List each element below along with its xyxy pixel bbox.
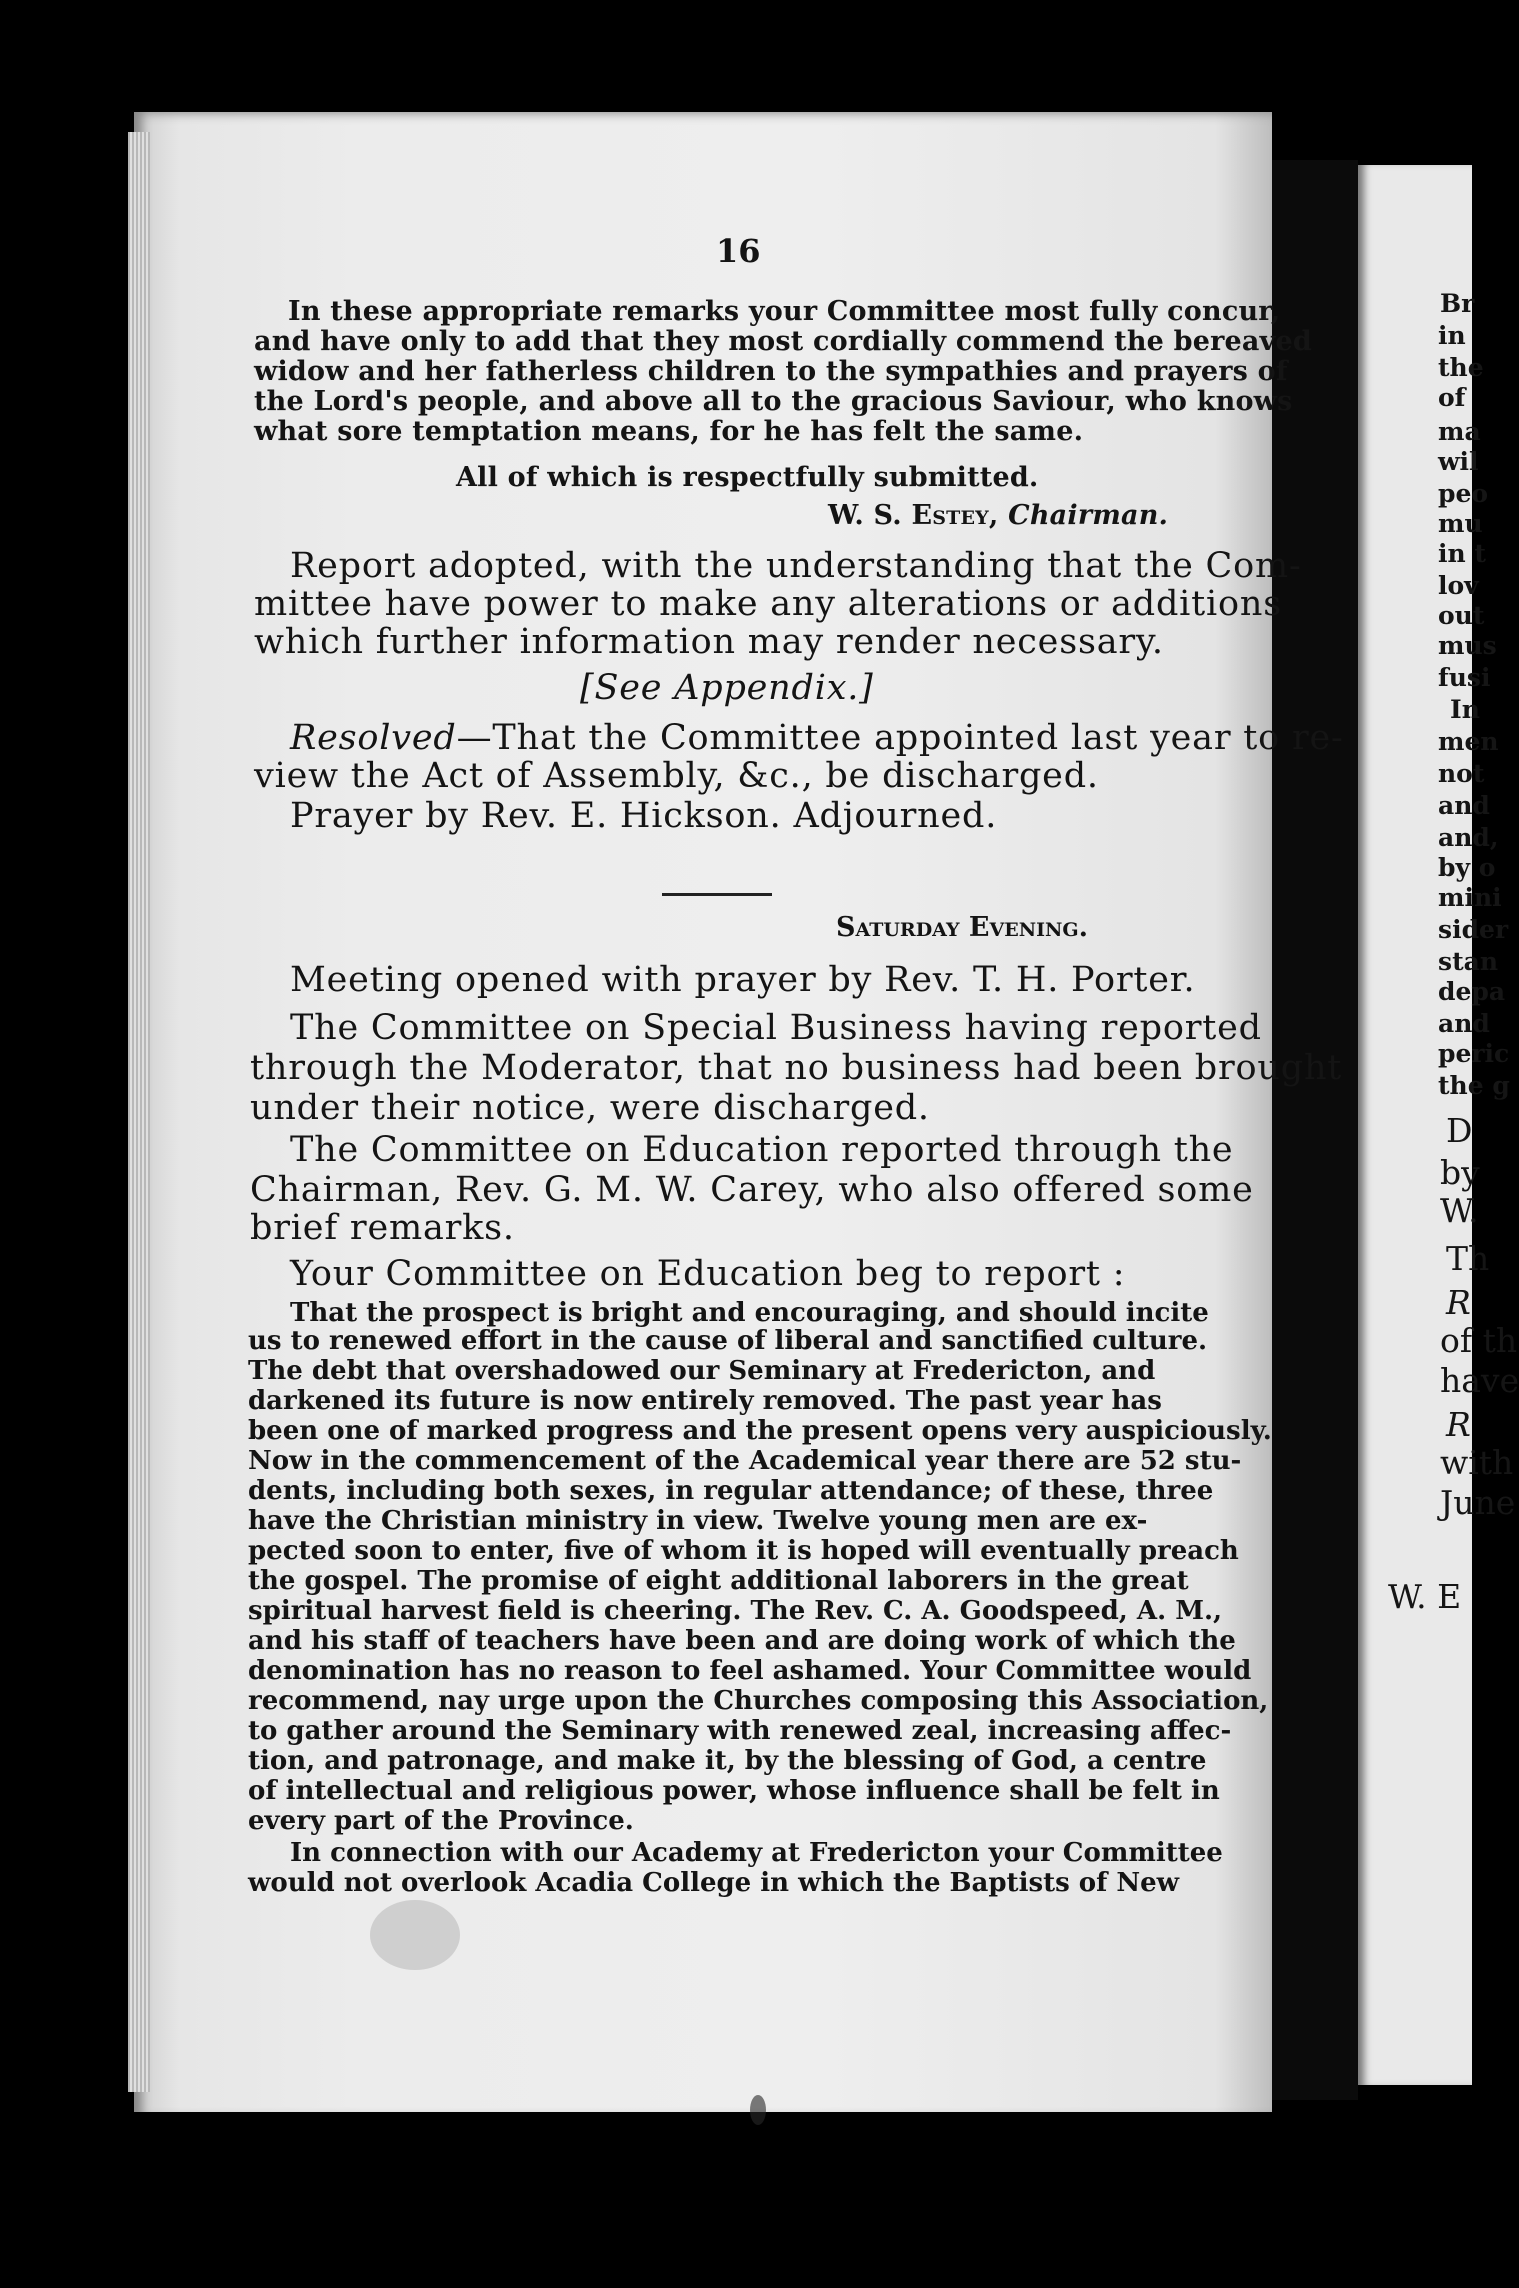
- facing-fragment: fusi: [1438, 663, 1491, 692]
- facing-fragment: sider: [1438, 915, 1509, 944]
- report-body-line: to gather around the Seminary with renewed zeal, increasing affec-: [248, 1716, 1232, 1746]
- report-body-line: spiritual harvest field is cheering. The Rev. C. A. Goodspeed, A. M.,: [248, 1596, 1223, 1626]
- facing-fragment: and: [1438, 791, 1490, 820]
- facing-fragment: lov: [1438, 571, 1479, 600]
- report-body-line: us to renewed effort in the cause of liberal and sanctified culture.: [248, 1326, 1208, 1356]
- report-body-line: of intellectual and religious power, whose influence shall be felt in: [248, 1776, 1220, 1806]
- facing-fragment: by: [1440, 1153, 1480, 1192]
- signature-title: Chairman.: [1008, 500, 1169, 531]
- facing-fragment: In: [1450, 695, 1480, 724]
- report-body-line: That the prospect is bright and encouraging, and should incite: [290, 1298, 1209, 1328]
- evening-line: Meeting opened with prayer by Rev. T. H. Porter.: [290, 960, 1196, 1000]
- facing-fragment: with: [1440, 1443, 1514, 1482]
- evening-line: brief remarks.: [250, 1208, 515, 1248]
- facing-fragment: out: [1438, 601, 1485, 630]
- evening-line: The Committee on Education reported through the: [290, 1130, 1234, 1170]
- resolved-line: view the Act of Assembly, &c., be discharged.: [254, 756, 1099, 796]
- facing-fragment: peric: [1438, 1039, 1510, 1068]
- signature-name: W. S. Estey,: [828, 500, 999, 531]
- facing-fragment: W. E: [1388, 1577, 1462, 1616]
- paragraph-line: In these appropriate remarks your Committee most fully concur,: [288, 296, 1281, 327]
- report-body-line: The debt that overshadowed our Seminary at Fredericton, and: [248, 1356, 1156, 1386]
- report-body-line: Now in the commencement of the Academical year there are 52 stu-: [248, 1446, 1242, 1476]
- facing-fragment: W.: [1440, 1191, 1479, 1230]
- resolved-text: —That the Committee appointed last year to re-: [456, 718, 1344, 758]
- section-heading: Saturday Evening.: [836, 912, 1088, 943]
- facing-fragment: and: [1438, 1009, 1490, 1038]
- facing-fragment: Br: [1440, 289, 1475, 318]
- facing-fragment: in t: [1438, 539, 1486, 568]
- paragraph-line: and have only to add that they most cordially commend the bereaved: [254, 326, 1312, 357]
- paragraph-line: widow and her fatherless children to the sympathies and prayers of: [254, 356, 1288, 387]
- signature: [828, 500, 1168, 531]
- facing-fragment: men: [1438, 727, 1499, 756]
- evening-line: through the Moderator, that no business had been brought: [250, 1048, 1343, 1088]
- facing-fragment: June: [1440, 1483, 1516, 1522]
- resolved-line: [290, 718, 1344, 758]
- facing-fragment: not: [1438, 759, 1485, 788]
- report-body-line: In connection with our Academy at Fredericton your Committee: [290, 1838, 1223, 1868]
- facing-fragment: mu: [1438, 509, 1483, 538]
- facing-fragment: wil: [1438, 447, 1479, 476]
- section-divider: [662, 893, 772, 896]
- report-body-line: pected soon to enter, five of whom it is hoped will eventually preach: [248, 1536, 1239, 1566]
- facing-fragment: by o: [1438, 853, 1496, 882]
- paragraph-line: what sore temptation means, for he has felt the same.: [254, 416, 1084, 447]
- report-body-line: tion, and patronage, and make it, by the blessing of God, a centre: [248, 1746, 1207, 1776]
- report-body-line: the gospel. The promise of eight additional laborers in the great: [248, 1566, 1189, 1596]
- resolved-word: Resolved: [290, 718, 457, 758]
- facing-fragment: of th: [1440, 1321, 1518, 1360]
- report-body-line: been one of marked progress and the present opens very auspiciously.: [248, 1416, 1272, 1446]
- facing-fragment: R: [1446, 1405, 1471, 1444]
- facing-fragment: the: [1438, 353, 1484, 382]
- facing-fragment: mini: [1438, 883, 1502, 912]
- page-number: 16: [716, 232, 761, 270]
- page-stain: [750, 2095, 766, 2125]
- facing-fragment: D: [1446, 1111, 1473, 1150]
- prayer-line: Prayer by Rev. E. Hickson. Adjourned.: [290, 796, 998, 836]
- facing-fragment: in: [1438, 321, 1466, 350]
- report-line: which further information may render necessary.: [254, 622, 1164, 662]
- report-body-line: every part of the Province.: [248, 1806, 634, 1836]
- evening-line: under their notice, were discharged.: [250, 1088, 930, 1128]
- page-stain: [370, 1900, 460, 1970]
- facing-fragment: of: [1438, 383, 1466, 412]
- report-body-line: recommend, nay urge upon the Churches composing this Association,: [248, 1686, 1269, 1716]
- report-line: Report adopted, with the understanding that the Com-: [290, 546, 1302, 586]
- facing-fragment: Th: [1446, 1239, 1490, 1278]
- facing-fragment: have: [1440, 1361, 1519, 1400]
- evening-line: Chairman, Rev. G. M. W. Carey, who also offered some: [250, 1170, 1254, 1210]
- evening-line: The Committee on Special Business having reported: [290, 1008, 1262, 1048]
- facing-fragment: depa: [1438, 977, 1506, 1006]
- book-gutter: [1272, 160, 1358, 2100]
- facing-fragment: the g: [1438, 1071, 1510, 1100]
- facing-fragment: and,: [1438, 823, 1499, 852]
- report-body-line: denomination has no reason to feel ashamed. Your Committee would: [248, 1656, 1252, 1686]
- report-body-line: would not overlook Acadia College in which the Baptists of New: [248, 1868, 1180, 1898]
- paragraph-line: the Lord's people, and above all to the gracious Saviour, who knows: [254, 386, 1293, 417]
- facing-fragment: R: [1446, 1283, 1471, 1322]
- report-line: mittee have power to make any alterations or additions: [254, 584, 1282, 624]
- facing-fragment: mus: [1438, 631, 1497, 660]
- facing-fragment: ma: [1438, 417, 1481, 446]
- report-body-line: have the Christian ministry in view. Twelve young men are ex-: [248, 1506, 1148, 1536]
- appendix-note: [See Appendix.]: [580, 668, 874, 708]
- evening-line: Your Committee on Education beg to report :: [290, 1254, 1126, 1294]
- submitted-line: All of which is respectfully submitted.: [456, 462, 1039, 493]
- page-edge: [128, 132, 150, 2092]
- facing-fragment: peo: [1438, 479, 1489, 508]
- report-body-line: darkened its future is now entirely removed. The past year has: [248, 1386, 1162, 1416]
- report-body-line: dents, including both sexes, in regular attendance; of these, three: [248, 1476, 1214, 1506]
- facing-fragment: stan: [1438, 947, 1498, 976]
- facing-page: [1358, 165, 1519, 2085]
- report-body-line: and his staff of teachers have been and are doing work of which the: [248, 1626, 1236, 1656]
